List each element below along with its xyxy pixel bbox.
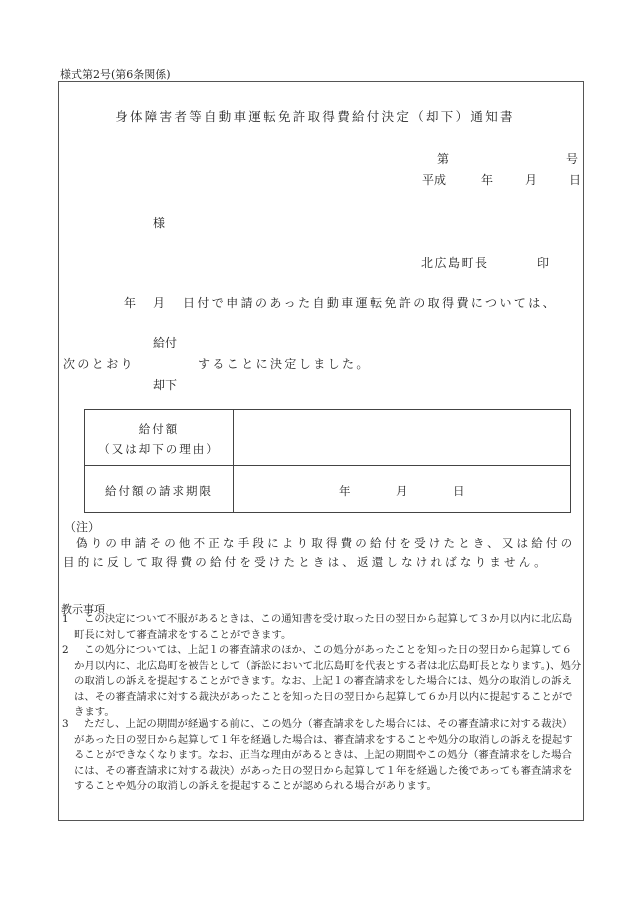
instructions-heading: 教示事項 — [61, 603, 105, 616]
table-row-divider — [85, 465, 570, 466]
deadline-year: 年 — [339, 484, 353, 498]
instruction-item-3 — [62, 717, 582, 795]
number-prefix: 第 — [437, 152, 450, 166]
instruction-item-2 — [62, 643, 582, 721]
date-day: 日 — [569, 173, 582, 187]
row2-label: 給付額の請求期限 — [105, 484, 213, 498]
seal-mark: 印 — [537, 256, 550, 270]
body-line2-suffix: することに決定しました。 — [198, 357, 371, 371]
note-label: （注） — [64, 520, 101, 534]
form-number-label: 様式第2号(第6条関係) — [60, 68, 171, 81]
date-era: 平成 — [422, 173, 447, 187]
instruction-number: 3 — [62, 718, 69, 730]
deadline-day: 日 — [453, 484, 467, 498]
benefit-table — [84, 409, 571, 513]
body-line2-prefix: 次のとおり — [63, 357, 136, 371]
number-suffix: 号 — [566, 152, 579, 166]
body-year: 年 — [124, 296, 137, 310]
addressee-suffix: 様 — [153, 216, 166, 230]
instruction-text: この処分については、上記１の審査請求のほか、この処分があったことを知った日の翌日から起算して６か月以内に、北広島町を被告として（訴訟において北広島町を代表とする者は北広島町長となります。)、処分の取消しの訴えを提起することができます。なお、上記１の審査請求をした場合には、処分の取消しの訴えは、その審査請求に対する裁決があったことを知った日の翌日から起算して６か月以内に提起することができます。 — [74, 644, 582, 718]
instruction-item-1 — [62, 612, 582, 643]
date-month: 月 — [525, 173, 538, 187]
instruction-text: この決定について不服があるときは、この通知書を受け取った日の翌日から起算して３か月以内に北広島町長に対して審査請求をすることができます。 — [74, 613, 573, 641]
choice-grant: 給付 — [153, 336, 178, 350]
instruction-number: 2 — [62, 644, 69, 656]
issuer-name: 北広島町長 — [421, 256, 489, 270]
instruction-text: ただし、上記の期間が経過する前に、この処分（審査請求をした場合には、その審査請求に対する裁決）があった日の翌日から起算して１年を経過した場合は、審査請求をすることや処分の取消しの訴えを提起することができなくなります。なお、正当な理由があるときは、上記の期間やこの処分（審査請求をした場合には、その審査請求に対する裁決）があった日の翌日から起算して１年を経過した後であっても審査請求をすることや処分の取消しの訴えを提起することが認められる場合があります。 — [74, 718, 573, 792]
deadline-month: 月 — [396, 484, 410, 498]
choice-reject: 却下 — [153, 378, 178, 392]
table-column-divider — [233, 410, 234, 512]
date-year: 年 — [481, 173, 494, 187]
row1-label-line2: （又は却下の理由） — [98, 442, 220, 456]
body-month: 月 — [153, 296, 166, 310]
note-text: 偽りの申請その他不正な手段により取得費の給付を受けたとき、又は給付の目的に反して取得費の給付を受けたときは、返還しなければなりません。 — [63, 536, 576, 569]
row1-label-line1: 給付額 — [138, 422, 180, 436]
body-line1-text: 日付で申請のあった自動車運転免許の取得費については、 — [183, 296, 558, 310]
instruction-number: 1 — [62, 613, 69, 625]
document-title: 身体障害者等自動車運転免許取得費給付決定（却下）通知書 — [115, 109, 515, 124]
